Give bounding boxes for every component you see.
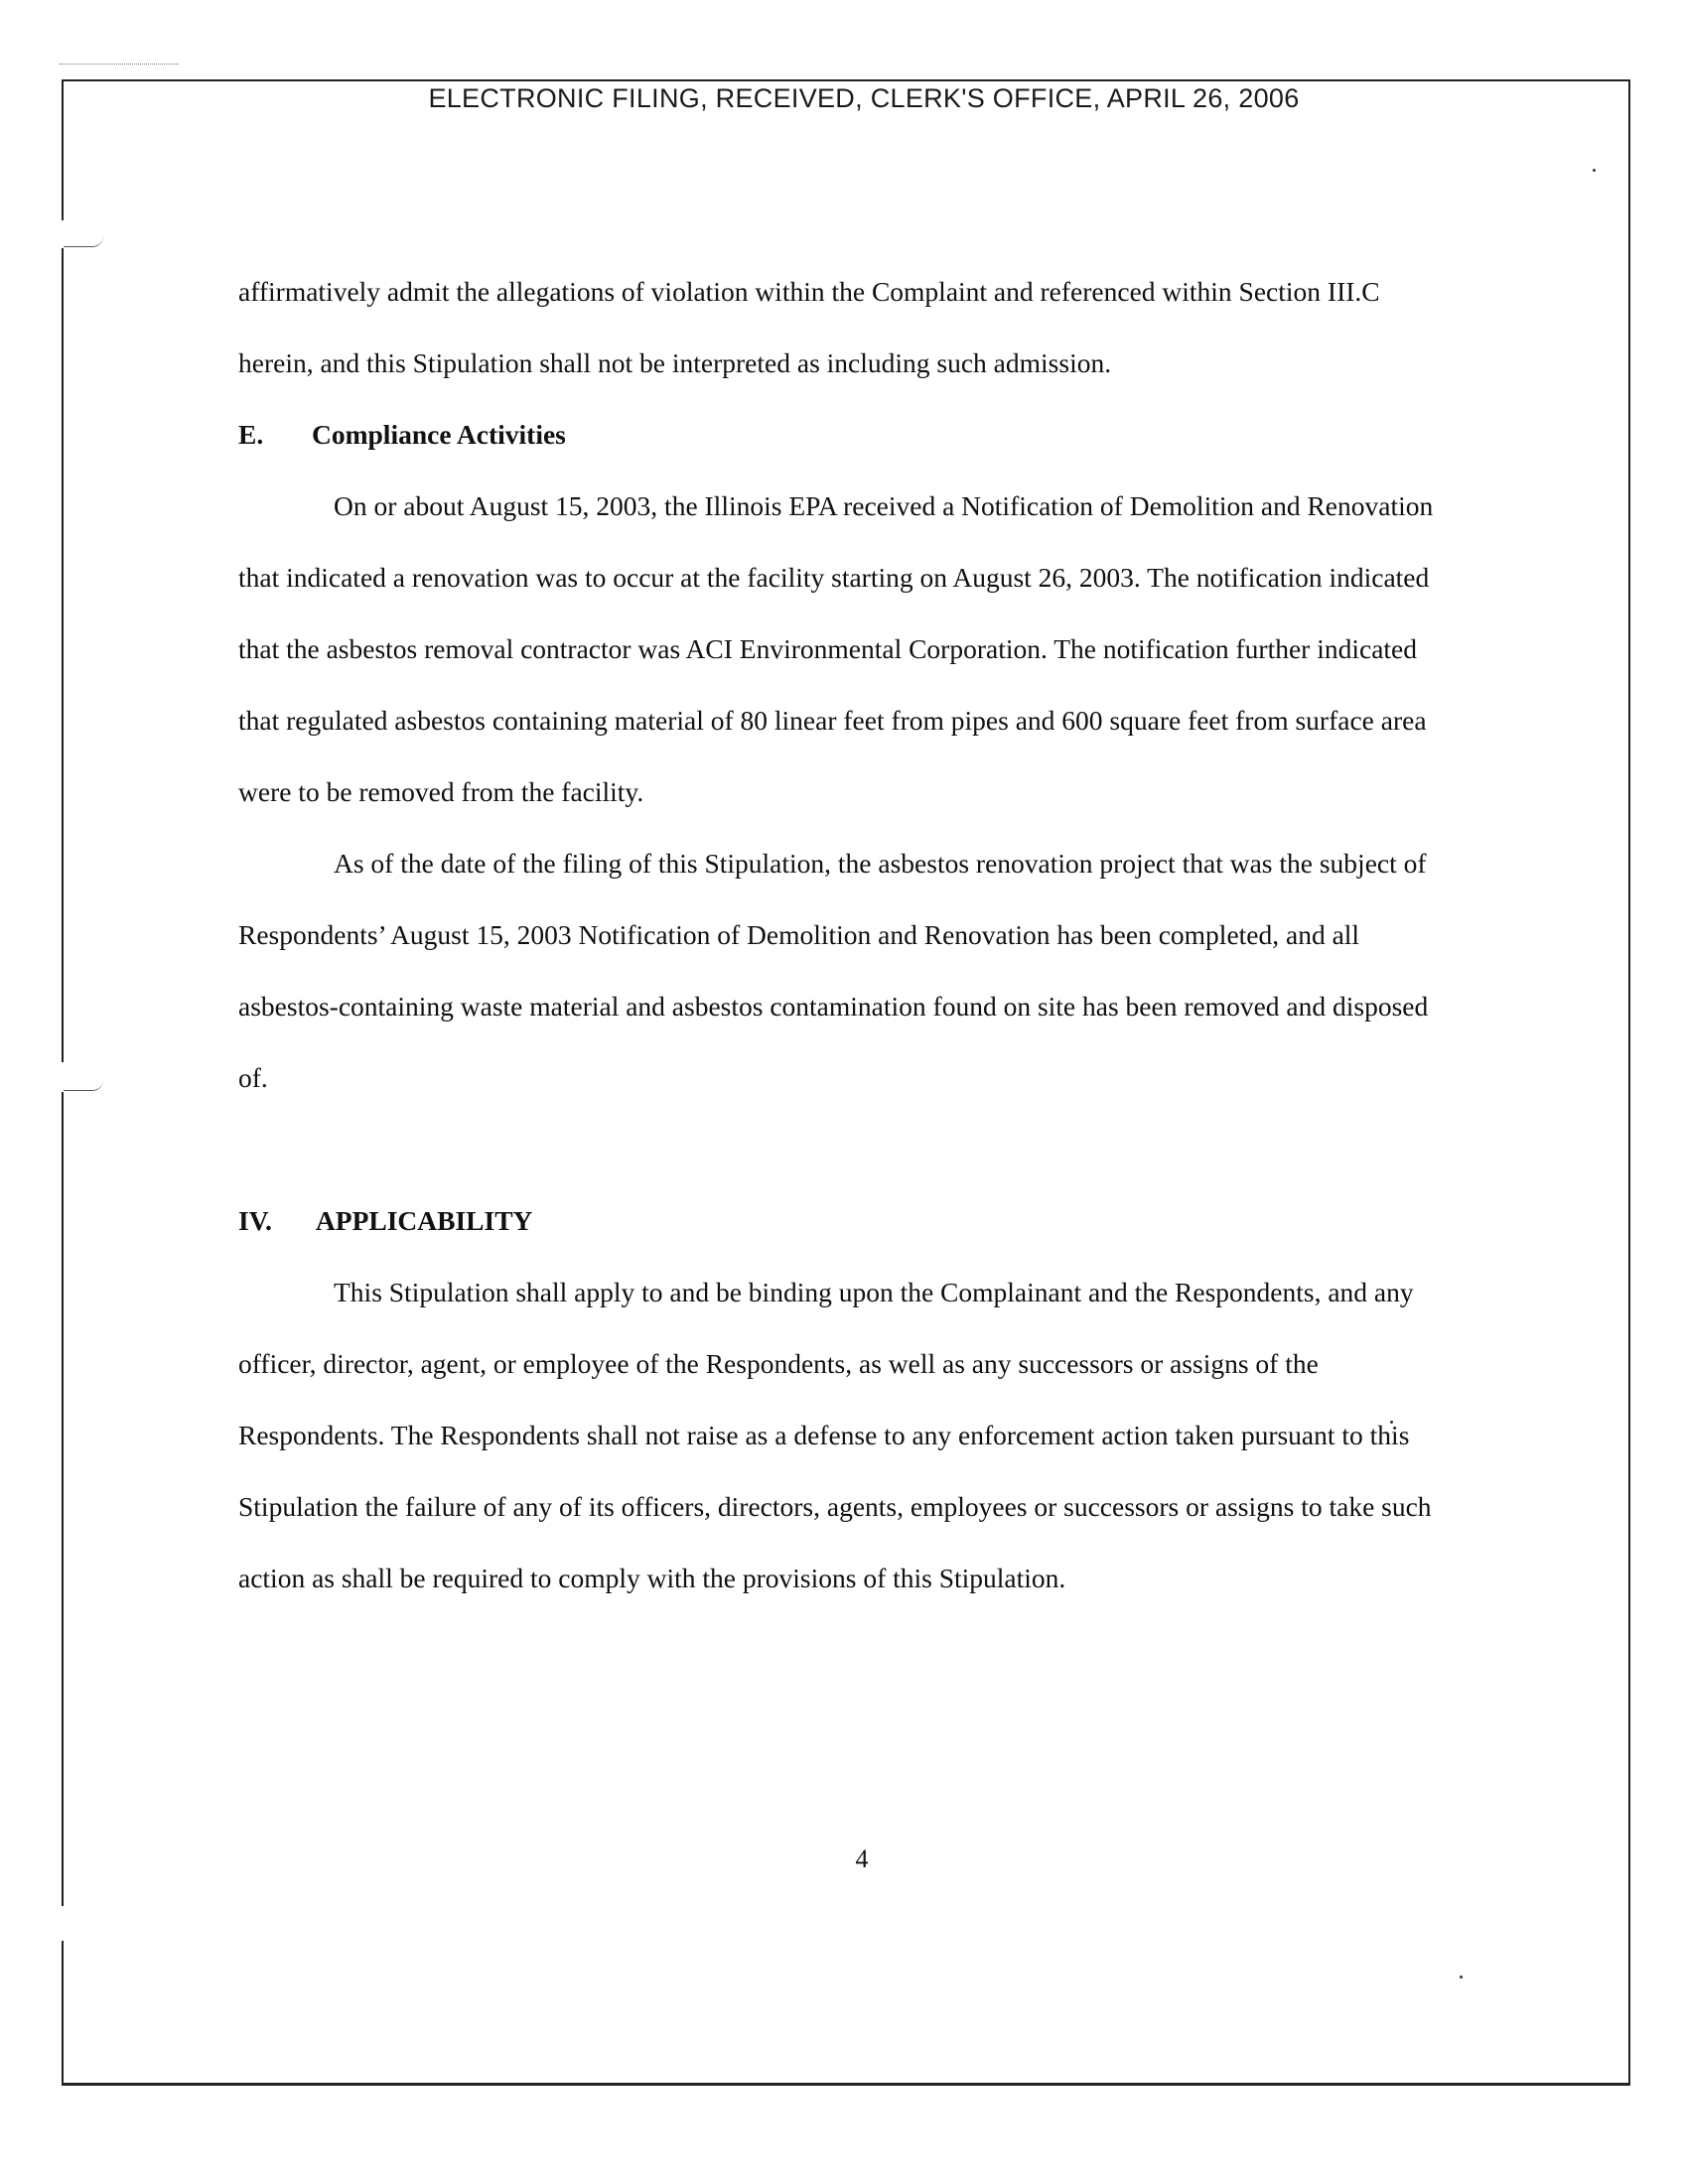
filing-stamp-header: ELECTRONIC FILING, RECEIVED, CLERK'S OFFICE, APRIL 26, 2006 [428,83,1300,113]
section-title: Compliance Activities [312,419,566,450]
article-number: IV. [238,1205,272,1236]
frame-top-border [62,79,1630,81]
continuation-paragraph: affirmatively admit the allegations of violation within the Complaint and referenced within Section III.C herein, and this Stipulation shall not be interpreted as including such admission. [238,276,1380,378]
frame-left-border [62,1092,64,1906]
spacer [238,1114,1460,1185]
compliance-paragraph-2: As of the date of the filing of this Stipulation, the asbestos renovation project that was the subject of Respondents’ August 15, 2003 Notification of Demolition and Renovation has been completed, and all asbestos-containing waste material and asbestos contamination found on site has been removed and disposed of. [238,848,1429,1093]
frame-bottom-border [62,2083,1630,2086]
section-letter: E. [238,419,264,450]
scan-speck [1460,1976,1463,1979]
applicability-paragraph: This Stipulation shall apply to and be binding upon the Complainant and the Respondents, and any officer, director, agent, or employee of the Respondents, as well as any successors or assigns of the Respondents. The Respondents shall not raise as a defense to any enforcement action taken pursuant to this Stipulation the failure of any of its officers, directors, agents, employees or successors or assigns to take such action as shall be required to comply with the provisions of this Stipulation. [238,1277,1432,1593]
document-body [238,256,1460,1614]
page-number: 4 [855,1844,869,1873]
section-heading-e [238,399,1460,471]
frame-left-border [62,248,64,1062]
scan-notch [64,236,103,247]
article-heading-iv [238,1185,1460,1257]
compliance-paragraph-1: On or about August 15, 2003, the Illinois EPA received a Notification of Demolition and Renovation that indicated a renovation was to occur at the facility starting on August 26, 2003. The notification indicated that the asbestos removal contractor was ACI Environmental Corporation. The notification further indicated that regulated asbestos containing material of 80 linear feet from pipes and 600 square feet from surface area were to be removed from the facility. [238,490,1434,807]
frame-left-border [62,1941,64,2085]
scan-notch [64,1080,103,1091]
scan-speck [1593,169,1596,172]
article-title: APPLICABILITY [315,1205,533,1236]
frame-right-border [1628,79,1630,2085]
frame-top-dotted [60,64,179,65]
